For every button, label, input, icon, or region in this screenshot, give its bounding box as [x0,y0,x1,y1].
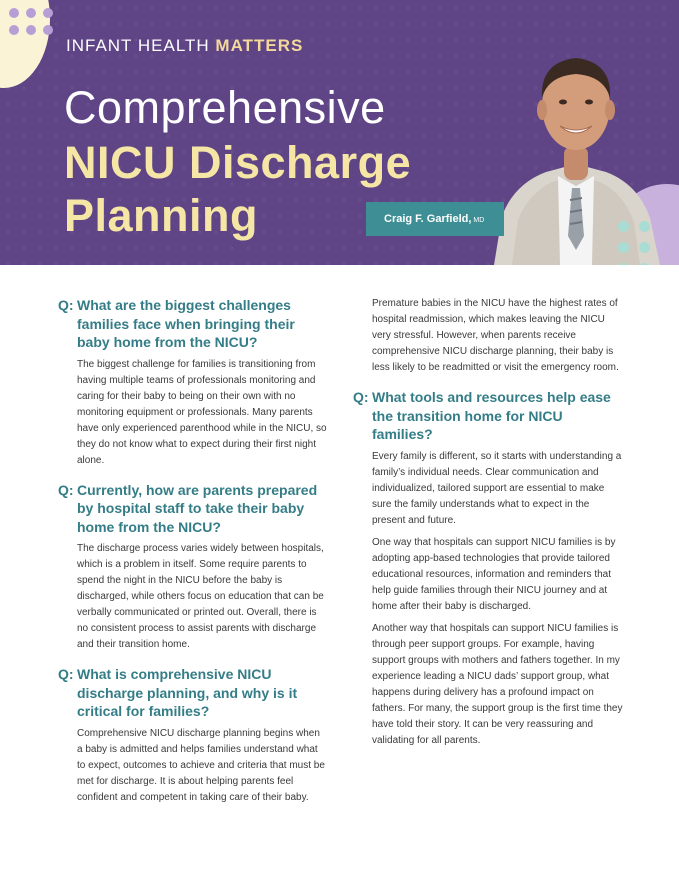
decorative-dot [639,221,650,232]
decorative-dot [9,8,19,18]
continued-answer [353,296,625,376]
question-heading: Q: What tools and resources help ease the transition home for NICU families? [353,389,611,442]
answer-paragraph: Comprehensive NICU discharge planning begins when a baby is admitted and helps families understand what to expect, outcomes to achieve and criteria that must be met for discharge. It is about helping parents feel confident and competent in taking care of their baby. [77,727,325,803]
question-heading: Q: Currently, how are parents prepared by hospital staff to take their baby home from the NICU? [58,481,318,535]
left-column [58,296,328,818]
header-banner [0,0,679,265]
answer-paragraph: The discharge process varies widely between hospitals, which is a problem in itself. Some require parents to spend the night in the NICU before the baby is discharged, while others focus on education that can be verbally communicated or printed out. Overall, there is no consistent process to assist parents with discharge and their transition home. [77,543,324,650]
title-line-2: NICU Discharge [64,137,412,188]
answer-paragraph: The biggest challenge for families is transitioning from having multiple teams of professionals monitoring and caring for their baby to being on their own with no monitoring equipment or professionals. Many parents have only experienced parenthood while in the NICU, so they do not know what to expect during their first night alone. [77,358,327,466]
answer-paragraph: Another way that hospitals can support NICU families is through peer support groups. For example, having support groups with mothers and fathers together. In my experience leading a NICU dads’ support group, what happens during delivery has a profound impact on fathers. For many, the support group is the first time they have told their story. It can be very reassuring and validating for all parents. [372,622,623,746]
author-portrait [484,36,664,265]
title-line-1: Comprehensive [64,82,386,133]
publication-name: INFANT HEALTH MATTERS [66,36,304,55]
question-heading: Q: What are the biggest challenges families face when bringing their baby home from the NICU? [58,297,295,350]
author-tag: Craig F. Garfield, MD [366,202,504,236]
qa-block [58,481,328,654]
decorative-dot [639,242,650,253]
answer-paragraph: Every family is different, so it starts with understanding a family’s individual needs. Clear communication and individualized, tailored support are essential to make sure the family understands what to expect in the present and future. [372,450,622,526]
decorative-dot [26,25,36,35]
qa-block [58,665,328,806]
qa-block [58,296,328,469]
question-heading: Q: What is comprehensive NICU discharge planning, and why is it critical for families? [58,666,298,719]
right-column [353,296,625,761]
title-line-3: Planning [64,190,258,241]
decorative-dot [43,8,53,18]
decorative-dot [26,8,36,18]
decorative-dot [43,25,53,35]
answer-paragraph: Premature babies in the NICU have the highest rates of hospital readmission, which makes leaving the NICU very stressful. However, when parents receive comprehensive NICU discharge planning, their baby is less likely to be readmitted or visit the emergency room. [372,298,619,373]
decorative-dot [9,25,19,35]
decorative-dot [618,221,629,232]
answer-paragraph: One way that hospitals can support NICU families is by adopting app-based technologies that provide tailored educational resources, information and reminders that help guide families through their NICU journey and at home after their baby is discharged. [372,536,616,612]
decorative-dot [618,242,629,253]
qa-block [353,388,625,749]
